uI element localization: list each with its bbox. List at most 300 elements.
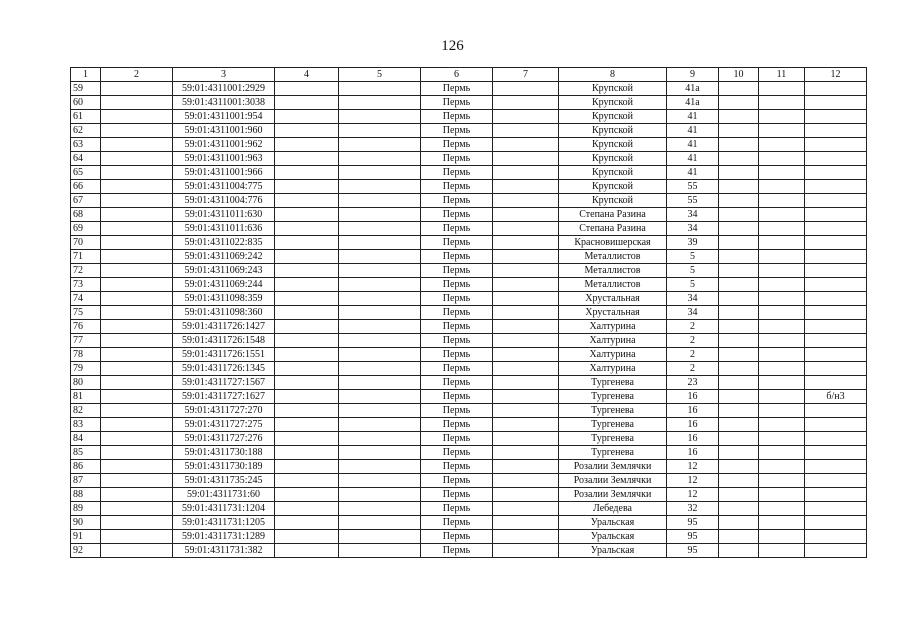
table-cell-col-6: Пермь (421, 194, 493, 208)
table-cell-col-11 (759, 96, 805, 110)
table-cell-col-2 (101, 82, 173, 96)
table-cell-col-11 (759, 306, 805, 320)
table-cell-col-10 (719, 306, 759, 320)
table-cell-col-12 (805, 82, 867, 96)
table-row (71, 96, 867, 110)
table-cell-col-8: Розалии Землячки (559, 488, 667, 502)
column-number-row (71, 68, 867, 82)
table-cell-col-8: Металлистов (559, 250, 667, 264)
table-cell-col-7 (493, 236, 559, 250)
table-cell-col-9: 41 (667, 124, 719, 138)
table-cell-col-3: 59:01:4311001:966 (173, 166, 275, 180)
table-cell-col-3: 59:01:4311726:1551 (173, 348, 275, 362)
table-row (71, 208, 867, 222)
table-cell-col-4 (275, 460, 339, 474)
table-cell-col-4 (275, 502, 339, 516)
table-cell-col-12 (805, 432, 867, 446)
table-cell-col-5 (339, 278, 421, 292)
table-cell-col-12 (805, 446, 867, 460)
table-cell-col-10 (719, 208, 759, 222)
table-cell-col-7 (493, 278, 559, 292)
table-cell-col-5 (339, 250, 421, 264)
table-cell-col-9: 95 (667, 516, 719, 530)
table-cell-col-1: 66 (71, 180, 101, 194)
table-row (71, 376, 867, 390)
table-cell-col-7 (493, 166, 559, 180)
column-header-1: 1 (71, 68, 101, 82)
table-cell-col-3: 59:01:4311727:1627 (173, 390, 275, 404)
table-row (71, 544, 867, 558)
table-cell-col-1: 85 (71, 446, 101, 460)
table-cell-col-11 (759, 516, 805, 530)
table-cell-col-1: 88 (71, 488, 101, 502)
table-cell-col-1: 62 (71, 124, 101, 138)
table-cell-col-6: Пермь (421, 152, 493, 166)
table-cell-col-11 (759, 362, 805, 376)
table-cell-col-12 (805, 348, 867, 362)
table-cell-col-12 (805, 460, 867, 474)
table-cell-col-2 (101, 460, 173, 474)
table-cell-col-7 (493, 110, 559, 124)
table-cell-col-5 (339, 96, 421, 110)
table-row (71, 166, 867, 180)
table-cell-col-12 (805, 236, 867, 250)
table-cell-col-10 (719, 236, 759, 250)
table-cell-col-4 (275, 208, 339, 222)
table-cell-col-3: 59:01:4311726:1427 (173, 320, 275, 334)
table-row (71, 222, 867, 236)
page-number: 126 (441, 38, 464, 54)
table-cell-col-3: 59:01:4311727:270 (173, 404, 275, 418)
table-cell-col-10 (719, 488, 759, 502)
table-cell-col-7 (493, 544, 559, 558)
table-cell-col-6: Пермь (421, 432, 493, 446)
table-cell-col-6: Пермь (421, 516, 493, 530)
table-row (71, 418, 867, 432)
table-cell-col-12 (805, 320, 867, 334)
table-cell-col-7 (493, 390, 559, 404)
column-header-12: 12 (805, 68, 867, 82)
table-cell-col-1: 78 (71, 348, 101, 362)
table-cell-col-5 (339, 306, 421, 320)
table-cell-col-7 (493, 446, 559, 460)
table-cell-col-11 (759, 292, 805, 306)
table-cell-col-8: Тургенева (559, 376, 667, 390)
table-cell-col-3: 59:01:4311001:954 (173, 110, 275, 124)
table-cell-col-9: 41 (667, 138, 719, 152)
table-cell-col-10 (719, 222, 759, 236)
table-cell-col-9: 12 (667, 488, 719, 502)
table-cell-col-9: 2 (667, 362, 719, 376)
table-row (71, 236, 867, 250)
table-cell-col-1: 79 (71, 362, 101, 376)
table-cell-col-10 (719, 166, 759, 180)
table-cell-col-12 (805, 418, 867, 432)
table-cell-col-3: 59:01:4311069:243 (173, 264, 275, 278)
table-cell-col-4 (275, 544, 339, 558)
table-cell-col-1: 61 (71, 110, 101, 124)
table-cell-col-9: 2 (667, 320, 719, 334)
table-cell-col-7 (493, 432, 559, 446)
table-row (71, 334, 867, 348)
table-row (71, 180, 867, 194)
table-cell-col-8: Крупской (559, 194, 667, 208)
table-cell-col-9: 2 (667, 334, 719, 348)
table-cell-col-12 (805, 278, 867, 292)
table-cell-col-12 (805, 180, 867, 194)
table-cell-col-12 (805, 362, 867, 376)
table-cell-col-11 (759, 390, 805, 404)
table-cell-col-2 (101, 544, 173, 558)
table-cell-col-10 (719, 544, 759, 558)
table-cell-col-3: 59:01:4311001:963 (173, 152, 275, 166)
table-cell-col-5 (339, 348, 421, 362)
table-cell-col-5 (339, 208, 421, 222)
table-cell-col-9: 5 (667, 264, 719, 278)
table-cell-col-2 (101, 516, 173, 530)
table-cell-col-12 (805, 334, 867, 348)
table-cell-col-1: 67 (71, 194, 101, 208)
table-cell-col-11 (759, 110, 805, 124)
table-cell-col-11 (759, 124, 805, 138)
table-cell-col-1: 65 (71, 166, 101, 180)
table-cell-col-4 (275, 418, 339, 432)
table-cell-col-8: Крупской (559, 96, 667, 110)
table-row (71, 530, 867, 544)
table-cell-col-7 (493, 348, 559, 362)
table-cell-col-12 (805, 208, 867, 222)
table-cell-col-6: Пермь (421, 208, 493, 222)
table-cell-col-1: 77 (71, 334, 101, 348)
table-cell-col-12 (805, 516, 867, 530)
table-cell-col-3: 59:01:4311022:835 (173, 236, 275, 250)
table-cell-col-2 (101, 390, 173, 404)
table-cell-col-12 (805, 152, 867, 166)
table-cell-col-4 (275, 82, 339, 96)
table-cell-col-11 (759, 166, 805, 180)
table-cell-col-11 (759, 446, 805, 460)
table-cell-col-10 (719, 502, 759, 516)
table-cell-col-8: Красновишерская (559, 236, 667, 250)
table-cell-col-1: 69 (71, 222, 101, 236)
table-cell-col-6: Пермь (421, 404, 493, 418)
table-cell-col-10 (719, 362, 759, 376)
table-row (71, 138, 867, 152)
table-cell-col-5 (339, 334, 421, 348)
table-cell-col-3: 59:01:4311011:630 (173, 208, 275, 222)
table-cell-col-6: Пермь (421, 82, 493, 96)
table-cell-col-9: 34 (667, 208, 719, 222)
table-cell-col-4 (275, 362, 339, 376)
table-cell-col-9: 12 (667, 474, 719, 488)
table-cell-col-9: 55 (667, 180, 719, 194)
table-cell-col-9: 16 (667, 404, 719, 418)
table-cell-col-12 (805, 474, 867, 488)
table-cell-col-8: Крупской (559, 110, 667, 124)
table-cell-col-5 (339, 390, 421, 404)
table-cell-col-4 (275, 432, 339, 446)
table-cell-col-2 (101, 278, 173, 292)
table-cell-col-5 (339, 376, 421, 390)
table-row (71, 432, 867, 446)
table-cell-col-5 (339, 222, 421, 236)
table-cell-col-7 (493, 250, 559, 264)
table-cell-col-2 (101, 180, 173, 194)
table-cell-col-5 (339, 530, 421, 544)
table-row (71, 488, 867, 502)
table-cell-col-1: 89 (71, 502, 101, 516)
table-cell-col-10 (719, 264, 759, 278)
table-cell-col-7 (493, 516, 559, 530)
column-header-3: 3 (173, 68, 275, 82)
table-cell-col-7 (493, 474, 559, 488)
table-cell-col-8: Тургенева (559, 404, 667, 418)
table-cell-col-4 (275, 278, 339, 292)
table-cell-col-8: Степана Разина (559, 222, 667, 236)
table-cell-col-7 (493, 222, 559, 236)
table-cell-col-5 (339, 180, 421, 194)
table-cell-col-12 (805, 264, 867, 278)
table-cell-col-3: 59:01:4311731:60 (173, 488, 275, 502)
table-cell-col-12 (805, 166, 867, 180)
table-cell-col-8: Крупской (559, 124, 667, 138)
table-cell-col-7 (493, 320, 559, 334)
table-cell-col-5 (339, 264, 421, 278)
register-table (70, 67, 867, 558)
table-row (71, 460, 867, 474)
table-cell-col-11 (759, 194, 805, 208)
table-cell-col-6: Пермь (421, 362, 493, 376)
table-cell-col-1: 64 (71, 152, 101, 166)
table-cell-col-9: 41 (667, 110, 719, 124)
table-cell-col-8: Уральская (559, 516, 667, 530)
table-cell-col-2 (101, 166, 173, 180)
table-cell-col-3: 59:01:4311726:1345 (173, 362, 275, 376)
table-cell-col-7 (493, 208, 559, 222)
table-cell-col-8: Хрустальная (559, 306, 667, 320)
table-cell-col-6: Пермь (421, 544, 493, 558)
table-cell-col-9: 12 (667, 460, 719, 474)
table-cell-col-6: Пермь (421, 292, 493, 306)
table-cell-col-12 (805, 250, 867, 264)
table-cell-col-10 (719, 250, 759, 264)
table-cell-col-3: 59:01:4311731:1204 (173, 502, 275, 516)
table-cell-col-8: Уральская (559, 530, 667, 544)
table-cell-col-11 (759, 530, 805, 544)
table-cell-col-5 (339, 194, 421, 208)
table-cell-col-5 (339, 124, 421, 138)
table-cell-col-9: 2 (667, 348, 719, 362)
table-cell-col-3: 59:01:4311004:775 (173, 180, 275, 194)
table-cell-col-2 (101, 404, 173, 418)
table-cell-col-10 (719, 152, 759, 166)
table-cell-col-8: Халтурина (559, 362, 667, 376)
table-cell-col-6: Пермь (421, 530, 493, 544)
table-cell-col-10 (719, 138, 759, 152)
table-cell-col-8: Крупской (559, 82, 667, 96)
table-cell-col-1: 84 (71, 432, 101, 446)
table-row (71, 320, 867, 334)
table-cell-col-7 (493, 376, 559, 390)
column-header-11: 11 (759, 68, 805, 82)
table-cell-col-7 (493, 530, 559, 544)
table-cell-col-7 (493, 460, 559, 474)
table-cell-col-2 (101, 488, 173, 502)
table-cell-col-4 (275, 292, 339, 306)
table-cell-col-10 (719, 516, 759, 530)
table-cell-col-2 (101, 208, 173, 222)
table-cell-col-6: Пермь (421, 124, 493, 138)
table-cell-col-10 (719, 110, 759, 124)
table-cell-col-8: Степана Разина (559, 208, 667, 222)
table-cell-col-8: Тургенева (559, 418, 667, 432)
table-cell-col-11 (759, 138, 805, 152)
table-cell-col-4 (275, 194, 339, 208)
table-cell-col-1: 82 (71, 404, 101, 418)
table-cell-col-5 (339, 166, 421, 180)
table-cell-col-4 (275, 124, 339, 138)
table-cell-col-9: 34 (667, 306, 719, 320)
table-cell-col-6: Пермь (421, 446, 493, 460)
column-header-8: 8 (559, 68, 667, 82)
table-cell-col-6: Пермь (421, 180, 493, 194)
table-cell-col-6: Пермь (421, 460, 493, 474)
table-cell-col-4 (275, 180, 339, 194)
table-cell-col-3: 59:01:4311001:962 (173, 138, 275, 152)
table-cell-col-2 (101, 334, 173, 348)
table-cell-col-1: 71 (71, 250, 101, 264)
table-cell-col-4 (275, 110, 339, 124)
table-cell-col-10 (719, 96, 759, 110)
table-cell-col-4 (275, 306, 339, 320)
table-cell-col-9: 41а (667, 82, 719, 96)
table-cell-col-2 (101, 362, 173, 376)
table-cell-col-2 (101, 502, 173, 516)
table-cell-col-9: 5 (667, 278, 719, 292)
column-header-2: 2 (101, 68, 173, 82)
table-row (71, 446, 867, 460)
table-cell-col-10 (719, 404, 759, 418)
table-cell-col-3: 59:01:4311098:360 (173, 306, 275, 320)
table-cell-col-11 (759, 418, 805, 432)
table-cell-col-7 (493, 502, 559, 516)
table-cell-col-1: 81 (71, 390, 101, 404)
table-cell-col-4 (275, 474, 339, 488)
table-cell-col-1: 76 (71, 320, 101, 334)
table-cell-col-12: б/н3 (805, 390, 867, 404)
table-cell-col-12 (805, 502, 867, 516)
table-cell-col-9: 16 (667, 446, 719, 460)
table-cell-col-9: 41 (667, 152, 719, 166)
table-cell-col-10 (719, 460, 759, 474)
table-cell-col-7 (493, 362, 559, 376)
table-cell-col-10 (719, 180, 759, 194)
table-cell-col-9: 41а (667, 96, 719, 110)
table-cell-col-4 (275, 166, 339, 180)
table-cell-col-5 (339, 320, 421, 334)
table-cell-col-5 (339, 152, 421, 166)
table-cell-col-7 (493, 488, 559, 502)
table-cell-col-8: Крупской (559, 180, 667, 194)
table-cell-col-5 (339, 138, 421, 152)
table-cell-col-9: 55 (667, 194, 719, 208)
table-cell-col-7 (493, 292, 559, 306)
table-cell-col-9: 41 (667, 166, 719, 180)
table-cell-col-12 (805, 194, 867, 208)
table-cell-col-11 (759, 278, 805, 292)
table-cell-col-3: 59:01:4311069:242 (173, 250, 275, 264)
table-cell-col-2 (101, 474, 173, 488)
table-cell-col-4 (275, 530, 339, 544)
table-cell-col-8: Халтурина (559, 320, 667, 334)
table-cell-col-11 (759, 488, 805, 502)
table-cell-col-9: 95 (667, 544, 719, 558)
table-cell-col-4 (275, 138, 339, 152)
table-cell-col-8: Тургенева (559, 446, 667, 460)
table-row (71, 516, 867, 530)
table-cell-col-6: Пермь (421, 166, 493, 180)
table-cell-col-6: Пермь (421, 110, 493, 124)
table-cell-col-6: Пермь (421, 348, 493, 362)
table-cell-col-1: 59 (71, 82, 101, 96)
table-body (71, 82, 867, 558)
table-row (71, 82, 867, 96)
table-cell-col-4 (275, 404, 339, 418)
table-cell-col-8: Тургенева (559, 390, 667, 404)
table-cell-col-10 (719, 530, 759, 544)
table-cell-col-6: Пермь (421, 96, 493, 110)
column-header-5: 5 (339, 68, 421, 82)
table-cell-col-8: Крупской (559, 138, 667, 152)
table-cell-col-11 (759, 544, 805, 558)
table-cell-col-9: 16 (667, 432, 719, 446)
table-cell-col-8: Хрустальная (559, 292, 667, 306)
table-cell-col-3: 59:01:4311730:188 (173, 446, 275, 460)
table-cell-col-1: 92 (71, 544, 101, 558)
table-cell-col-2 (101, 418, 173, 432)
table-cell-col-4 (275, 96, 339, 110)
table-cell-col-8: Тургенева (559, 432, 667, 446)
table-cell-col-10 (719, 292, 759, 306)
table-cell-col-1: 72 (71, 264, 101, 278)
table-cell-col-5 (339, 236, 421, 250)
table-cell-col-1: 80 (71, 376, 101, 390)
table-cell-col-10 (719, 474, 759, 488)
table-cell-col-3: 59:01:4311731:1205 (173, 516, 275, 530)
table-cell-col-9: 16 (667, 390, 719, 404)
table-cell-col-2 (101, 348, 173, 362)
table-cell-col-5 (339, 502, 421, 516)
table-row (71, 264, 867, 278)
table-cell-col-10 (719, 82, 759, 96)
table-cell-col-9: 16 (667, 418, 719, 432)
table-cell-col-7 (493, 404, 559, 418)
table-cell-col-2 (101, 96, 173, 110)
table-cell-col-12 (805, 530, 867, 544)
table-cell-col-4 (275, 516, 339, 530)
table-cell-col-8: Розалии Землячки (559, 460, 667, 474)
table-cell-col-6: Пермь (421, 306, 493, 320)
table-cell-col-1: 74 (71, 292, 101, 306)
table-cell-col-2 (101, 152, 173, 166)
table-cell-col-4 (275, 320, 339, 334)
table-row (71, 110, 867, 124)
table-cell-col-2 (101, 264, 173, 278)
table-cell-col-2 (101, 376, 173, 390)
table-cell-col-11 (759, 320, 805, 334)
table-cell-col-6: Пермь (421, 264, 493, 278)
table-cell-col-1: 87 (71, 474, 101, 488)
